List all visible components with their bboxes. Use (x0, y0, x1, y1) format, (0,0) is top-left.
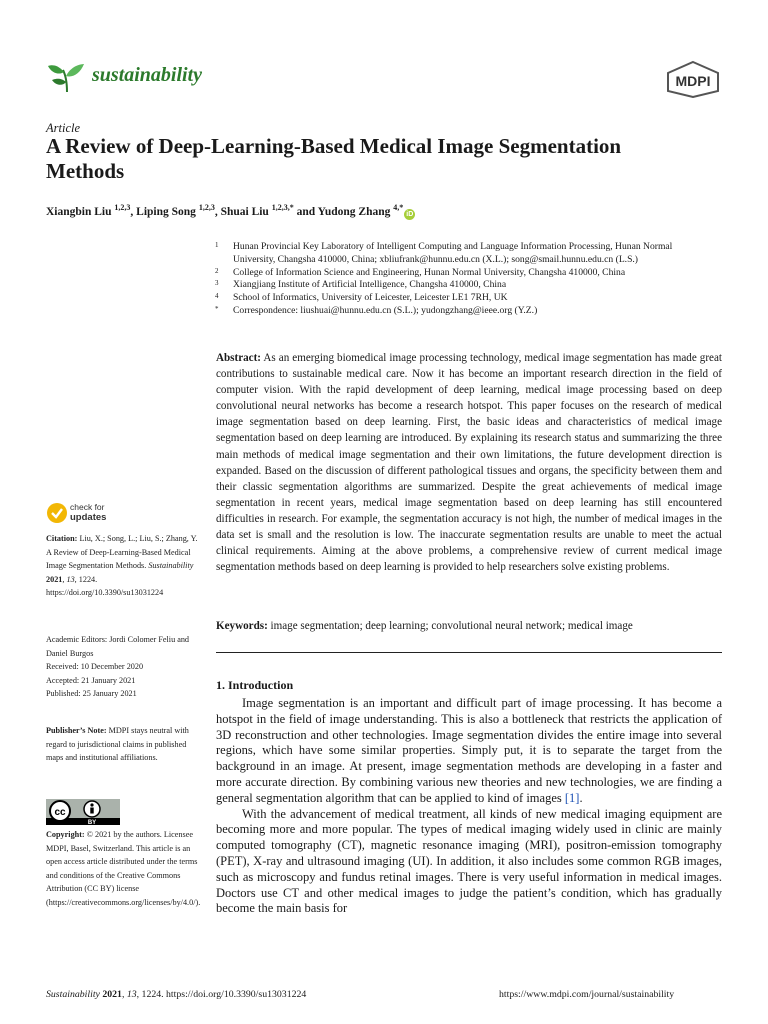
mdpi-logo-icon[interactable] (664, 60, 722, 98)
editors-dates-block (46, 633, 202, 701)
article-title: A Review of Deep-Learning-Based Medical Image Segmentation Methods (46, 134, 622, 183)
paragraph: With the advancement of medical treatment, all kinds of new medical imaging equipment are becoming more and more popular. The types of medical imaging widely used in clinic are mainly computed tomography (CT), magnetic resonance imaging (MRI), positron-emission tomography (PET), X-ray and ultrasound imaging (UI). In addition, it also includes some common RGB images, such as microscopy and fundus retinal images. There is very useful information in medical images. Doctors use CT and other medical images to judge the patient’s condition, which has gradually become the main basis for (216, 806, 722, 916)
cc-text: cc (54, 807, 66, 818)
author-name: Shuai Liu (220, 205, 269, 218)
author-conjunction: and (296, 205, 316, 218)
footer-citation: Sustainability 2021, 13, 1224. https://doi.org/10.3390/su13031224 (46, 989, 307, 1000)
check-line1: check for (70, 502, 105, 512)
section-divider (216, 652, 722, 653)
author-name: Xiangbin Liu (46, 205, 112, 218)
author-affil-marks: 1,2,3,* (271, 203, 294, 212)
citation-label: Citation: (46, 534, 78, 543)
accepted-date: Accepted: 21 January 2021 (46, 675, 136, 685)
author-affil-marks: 1,2,3 (114, 203, 131, 212)
citation-volume: 13 (66, 574, 75, 584)
affiliation-item: 3 Xiangjiang Institute of Artificial Intelligence, Changsha 410000, China (215, 279, 507, 291)
publisher-note: Publisher’s Note: MDPI stays neutral with regard to jurisdictional claims in published maps and institutional affiliations. (46, 726, 189, 762)
author-name: Yudong Zhang (317, 205, 391, 218)
journal-name[interactable]: sustainability (92, 64, 203, 86)
keywords-text: image segmentation; deep learning; convolutional neural network; medical image (270, 620, 633, 632)
article-type: Article (46, 121, 81, 135)
citation-journal: Sustainability (148, 561, 194, 570)
academic-editors: Academic Editors: Jordi Colomer Feliu and Daniel Burgos (46, 635, 190, 658)
author-affil-marks: 4,* (393, 203, 404, 212)
received-date: Received: 10 December 2020 (46, 662, 144, 671)
published-date: Published: 25 January 2021 (46, 689, 137, 698)
cc-by-license-icon[interactable] (46, 799, 120, 825)
author-name: Liping Song (136, 205, 196, 218)
author-list: Xiangbin Liu $^{1,2,3}$, Liping Song $^{1,2,3}$, Shuai Liu $^{1,2,3,*}$ and Yudong Zhang $^{4,*}$iD (46, 203, 414, 218)
copyright-block: Copyright: © 2021 by the authors. Licensee MDPI, Basel, Switzerland. This article is an open access article distributed under the terms and conditions of the Creative Commons Attribution (CC BY) license (https://creativecommons.org/licenses/by/4.0/). (46, 830, 201, 907)
affiliation-item: 1 Hunan Provincial Key Laboratory of Intelligent Computing and Language Information Processing, Hunan Normal University, Changsha 410000, China; xbliufrank@hunnu.edu.cn (X.L.); song@smail.hunnu.edu.cn (L.S.) (215, 241, 673, 265)
abstract (216, 350, 722, 575)
abstract-label: Abstract: (216, 352, 261, 364)
section-heading: 1. Introduction (216, 678, 294, 692)
publisher-note-label: Publisher’s Note: (46, 726, 107, 735)
by-text: BY (87, 820, 97, 825)
affiliation-item: 4 School of Informatics, University of Leicester, Leicester LE1 7RH, UK (215, 292, 508, 304)
citation-block: Citation: Liu, X.; Song, L.; Liu, S.; Zhang, Y. A Review of Deep-Learning-Based Medical Image Segmentation Methods. Sustainability 2021, 13, 1224. https://doi.org/10.3390/su13031224 (46, 534, 198, 597)
citation-year: 2021 (46, 574, 63, 584)
footer-journal-url[interactable]: https://www.mdpi.com/journal/sustainability (499, 989, 675, 1000)
check-for-updates-icon (46, 502, 68, 524)
publisher-name: MDPI (675, 73, 711, 89)
sustainability-leaf-logo-icon (46, 58, 88, 94)
copyright-label: Copyright: (46, 830, 85, 839)
check-for-updates-button[interactable] (46, 502, 126, 526)
citation-link[interactable]: [1] (564, 790, 580, 805)
check-line2: updates (70, 511, 107, 523)
paragraph: Image segmentation is an important and difficult part of image processing. It has become a hotspot in the field of image understanding. This is also a bottleneck that restricts the application of 3D reconstruction and other technologies. Image segmentation divides the entire image into several regions, which have some similar properties. Simply put, it is to separate the target from the background in an image. At present, image segmentation methods are developing in a faster and more accurate direction. By combining various new theories and new technologies, we are finding a general segmentation algorithm that can be applied to kind of images [1]. (216, 696, 722, 805)
author-affil-marks: 1,2,3 (198, 203, 215, 212)
affiliation-item: 2 College of Information Science and Engineering, Hunan Normal University, Changsha 410000, China (215, 266, 626, 278)
orcid-icon[interactable]: iD (406, 210, 414, 218)
correspondence-item: * Correspondence: liushuai@hunnu.edu.cn (S.L.); yudongzhang@ieee.org (Y.Z.) (215, 304, 538, 316)
affiliations (215, 241, 715, 318)
keywords (216, 618, 722, 634)
keywords-label: Keywords: (216, 620, 268, 632)
introduction-body (216, 696, 722, 917)
abstract-text: As an emerging biomedical image processing technology, medical image segmentation has made great contributions to sustainable medical care. Now it has become an important research direction in the field of computer vision. With the rapid development of deep learning, medical image processing based on deep convolutional neural networks has become a research hotspot. This paper focuses on the research of medical image segmentation based on deep learning. First, the basic ideas and characteristics of medical image segmentation based on deep learning are introduced. By explaining its research status and summarizing the three main methods of medical image segmentation and their own limitations, the future development direction is expanded. Based on the discussion of different pathological tissues and organs, the specificity between them and their classic segmentation algorithms are summarized. Despite the great achievements of medical image segmentation in recent years, medical image segmentation based on deep learning has still encountered difficulties in research. For example, the segmentation accuracy is not high, the number of medical images in the data set is small and the resolution is low. The inaccurate segmentation results are unable to meet the actual clinical requirements. Aiming at the above problems, a comprehensive review of current medical image segmentation methods based on deep learning is provided to help researchers solve existing problems. (216, 352, 722, 574)
